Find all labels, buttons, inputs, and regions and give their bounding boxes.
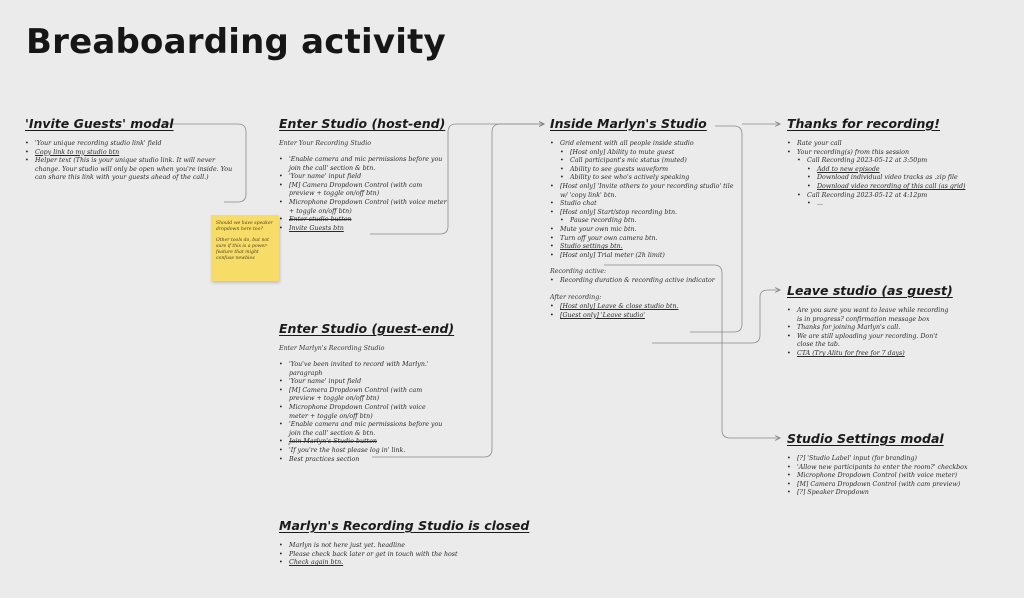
item-list — [787, 307, 952, 359]
sticky-note-line: Should we have speaker dropdown here too? — [216, 221, 273, 232]
list-item — [550, 277, 740, 286]
list-item-text: We are still uploading your recording. Don't close the tab. — [797, 332, 938, 349]
list-item — [787, 472, 1007, 481]
list-item — [560, 149, 740, 158]
list-item-text: 'Enable camera and mic permissions before you join the call' section & btn. — [289, 421, 443, 437]
list-item-text: Enter studio button — [289, 216, 352, 224]
list-item-text: [?] Speaker Dropdown — [797, 489, 869, 497]
list-item-text: Join Marlyn's Studio button — [289, 438, 377, 446]
list-item — [787, 307, 952, 324]
list-item-text: Studio chat — [560, 200, 597, 208]
list-item-text: Mute your own mic btn. — [560, 225, 637, 233]
list-item — [279, 156, 447, 173]
after-recording-label: After recording: — [550, 293, 602, 301]
list-item-text: 'Your unique recording studio link' field — [35, 140, 162, 147]
item-list — [550, 277, 740, 286]
list-item-text: Copy link to my studio btn — [35, 148, 120, 156]
list-item-text: Marlyn is not here just yet. headline — [289, 542, 405, 549]
list-item — [807, 183, 992, 192]
list-item — [560, 166, 740, 175]
list-item-text: CTA (Try Alitu for free for 7 days) — [797, 349, 905, 357]
list-item — [279, 216, 447, 225]
section-leave-studio — [787, 283, 952, 359]
list-item-text: 'If you're the host please log in' link. — [289, 446, 406, 454]
list-item-text: Ability to see who's actively speaking — [570, 174, 690, 182]
list-item-text: Best practices section — [289, 455, 360, 463]
list-item — [797, 192, 992, 201]
list-item-text: 'You've been invited to record with Marlyn.' paragraph — [289, 361, 429, 377]
item-list — [279, 156, 447, 233]
list-item-text: [Host only] 'Invite others to your recording studio' tile w/ 'copy link' btn. — [560, 182, 734, 199]
list-item — [787, 324, 952, 333]
list-item-text: Rate your call — [797, 140, 842, 147]
list-item — [787, 455, 1007, 464]
list-item-text: Your recording(s) from this session — [797, 148, 910, 156]
list-item — [550, 312, 740, 321]
list-item-text: Grid element with all people inside studio — [560, 140, 694, 147]
section-studio-closed — [279, 518, 530, 568]
list-item — [279, 361, 444, 378]
item-list — [787, 455, 1007, 498]
list-item — [787, 149, 992, 158]
section-title: Inside Marlyn's Studio — [550, 116, 707, 131]
list-item-text: [Host only] Start/stop recording btn. — [560, 208, 678, 216]
list-item — [25, 140, 233, 149]
section-title: Enter Studio (host-end) — [279, 116, 446, 131]
list-item-text: Download video recording of this call (as grid) — [817, 182, 966, 190]
list-item-text: Add to new episode — [817, 165, 880, 173]
list-item — [279, 404, 444, 421]
list-item — [787, 489, 1007, 498]
list-item-text: 'Your name' input field — [289, 173, 362, 181]
sticky-note — [211, 215, 279, 281]
section-subtitle: Enter Marlyn's Recording Studio — [279, 345, 385, 352]
section-studio-settings — [787, 431, 1007, 498]
list-item — [25, 149, 233, 158]
item-list — [550, 303, 740, 320]
list-item — [560, 174, 740, 183]
list-item-text: [?] 'Studio Label' input (for branding) — [797, 455, 917, 462]
list-item — [787, 464, 1007, 473]
list-item-text: Call Recording 2023-05-12 at 3:50pm — [807, 157, 928, 165]
list-item-text: [Guest only] 'Leave studio' — [560, 311, 645, 319]
list-item — [787, 350, 952, 359]
list-item — [550, 252, 740, 261]
list-item — [550, 235, 740, 244]
list-item-text: [M] Camera Dropdown Control (with cam preview + toggle on/off btn) — [289, 386, 423, 403]
list-item — [550, 226, 740, 235]
list-item-text: Studio settings btn. — [560, 243, 623, 251]
list-item-text: Call participant's mic status (muted) — [570, 157, 687, 165]
section-title: Enter Studio (guest-end) — [279, 321, 455, 336]
section-title: Leave studio (as guest) — [787, 283, 953, 298]
list-item — [279, 225, 447, 234]
list-item-text: [M] Camera Dropdown Control (with cam preview) — [797, 480, 961, 488]
item-list — [25, 140, 233, 183]
item-list — [279, 361, 444, 464]
recording-active-label: Recording active: — [550, 268, 607, 276]
section-invite-guests — [25, 116, 233, 183]
board-title: Breaboarding activity — [26, 22, 446, 62]
section-enter-studio-guest — [279, 321, 455, 464]
item-list — [787, 140, 992, 209]
list-item — [279, 542, 519, 551]
list-item — [279, 438, 444, 447]
list-item — [550, 200, 740, 209]
list-item — [279, 199, 447, 216]
list-item-text: Microphone Dropdown Control (with voice meter + toggle on/off btn) — [289, 198, 447, 215]
sticky-note-line: Other tools do, but not sure if this is a power-feature that might confuse newbies — [216, 238, 270, 261]
list-item — [25, 157, 233, 183]
list-item-text: Please check back later or get in touch with the host — [289, 550, 458, 558]
list-item — [797, 157, 992, 166]
section-title: 'Invite Guests' modal — [25, 116, 174, 131]
list-item-text: Invite Guests btn — [289, 224, 344, 232]
list-item — [279, 378, 444, 387]
list-item — [279, 559, 519, 568]
list-item-text: Turn off your own camera btn. — [560, 234, 658, 242]
list-item — [550, 209, 740, 218]
list-item — [279, 456, 444, 465]
list-item — [550, 140, 740, 149]
list-item-text: 'Your name' input field — [289, 378, 362, 386]
list-item-text: Are you sure you want to leave while recording is in progress? confirmation message box — [797, 307, 949, 323]
item-list — [550, 140, 740, 260]
list-item — [807, 174, 992, 183]
section-title: Marlyn's Recording Studio is closed — [279, 518, 530, 533]
section-enter-studio-host — [279, 116, 447, 233]
list-item — [550, 183, 740, 200]
list-item — [279, 551, 519, 560]
list-item-text: ... — [817, 200, 824, 208]
list-item — [279, 173, 447, 182]
list-item — [787, 333, 952, 350]
list-item-text: Recording duration & recording active indicator — [560, 277, 715, 285]
list-item — [279, 387, 444, 404]
item-list — [279, 542, 519, 568]
list-item-text: [Host only] Leave & close studio btn. — [560, 302, 679, 310]
list-item-text: [M] Camera Dropdown Control (with cam preview + toggle on/off btn) — [289, 181, 423, 198]
list-item — [550, 243, 740, 252]
list-item — [279, 447, 444, 456]
list-item-text: 'Enable camera and mic permissions before you join the call' section & btn. — [289, 156, 443, 172]
list-item — [550, 303, 740, 312]
list-item — [560, 217, 740, 226]
list-item-text: Pause recording btn. — [570, 217, 637, 225]
list-item-text: Microphone Dropdown Control (with voice meter + toggle on/off btn) — [289, 403, 426, 420]
list-item-text: [Host only] Trial meter (2h limit) — [560, 251, 665, 259]
section-title: Studio Settings modal — [787, 431, 944, 446]
list-item — [279, 182, 447, 199]
section-inside-studio — [550, 116, 740, 320]
list-item-text: Check again btn. — [289, 559, 344, 567]
list-item — [787, 140, 992, 149]
list-item-text: Microphone Dropdown Control (with voice meter) — [797, 472, 958, 480]
list-item-text: Ability to see guests waveform — [570, 165, 669, 173]
section-thanks — [787, 116, 992, 209]
list-item-text: [Host only] Ability to mute guest — [570, 148, 675, 156]
list-item-text: Helper text (This is your unique studio link. It will never change. Your studio will only be open when you're inside. You can share this link with your guests ahead of the call.) — [35, 157, 233, 182]
list-item-text: Thanks for joining Marlyn's call. — [797, 324, 901, 332]
section-subtitle: Enter Your Recording Studio — [279, 140, 372, 147]
list-item-text: Call Recording 2023-05-12 at 4:12pm — [807, 191, 928, 199]
list-item — [807, 200, 992, 209]
list-item-text: 'Allow new participants to enter the room?' checkbox — [797, 463, 968, 471]
list-item — [279, 421, 444, 438]
list-item — [807, 166, 992, 175]
section-title: Thanks for recording! — [787, 116, 940, 131]
list-item-text: Download individual video tracks as .zip file — [817, 174, 958, 182]
list-item — [787, 481, 1007, 490]
list-item — [560, 157, 740, 166]
